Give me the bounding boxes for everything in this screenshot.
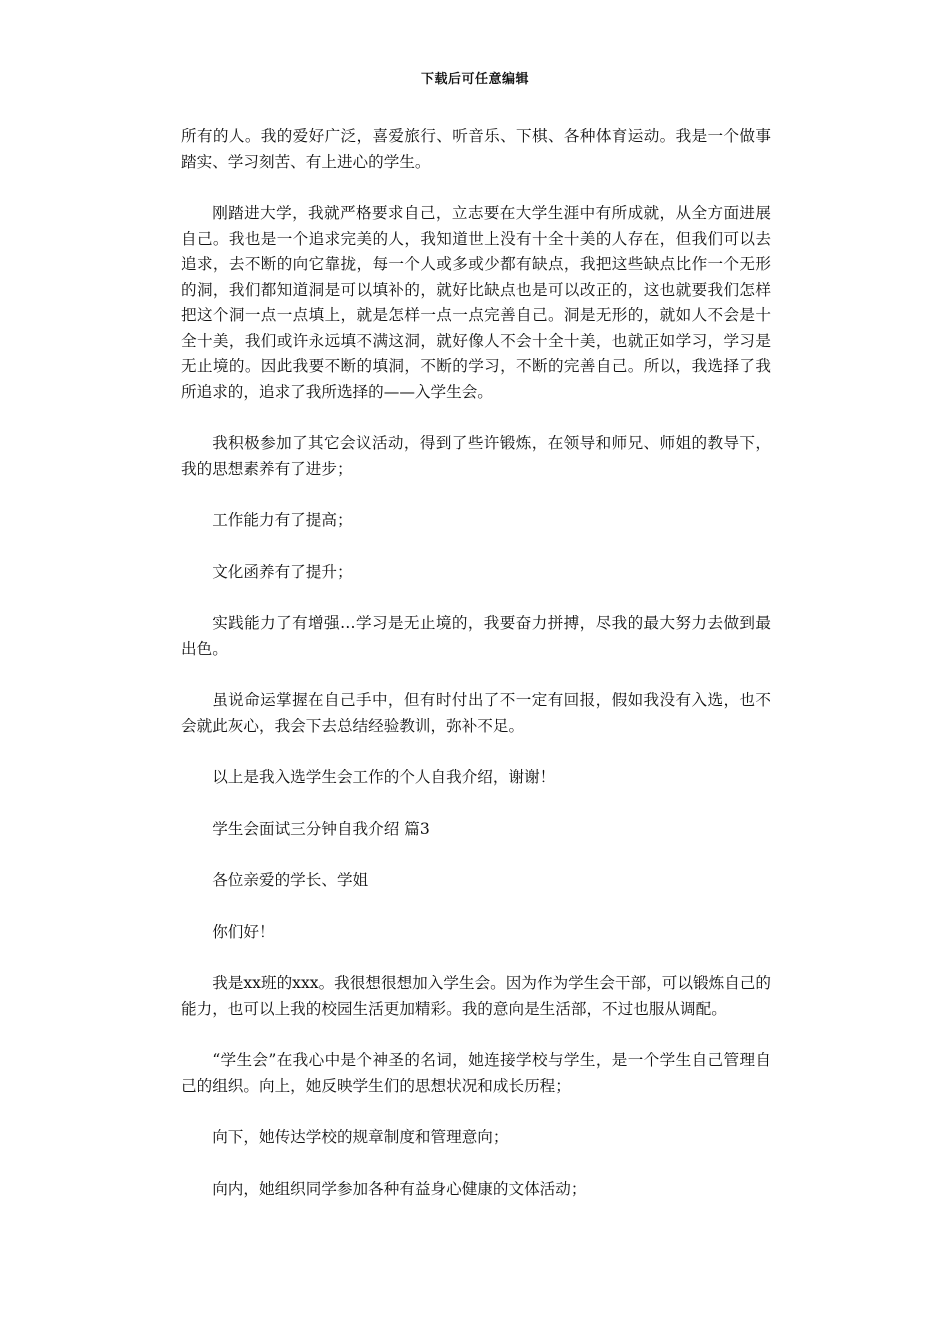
salutation: 各位亲爱的学长、学姐: [212, 871, 369, 889]
paragraph: 虽说命运掌握在自己手中，但有时付出了不一定有回报，假如我没有入选，也不会就此灰心，我会下去总结经验教训，弥补不足。: [181, 691, 771, 735]
greeting: 你们好！: [212, 922, 275, 941]
paragraph: 我积极参加了其它会议活动，得到了些许锻炼，在领导和师兄、师姐的教导下，我的思想素养有了进步；: [181, 434, 771, 478]
paragraph: 刚踏进大学，我就严格要求自己，立志要在大学生涯中有所成就，从全方面进展自己。我也是一个追求完美的人，我知道世上没有十全十美的人存在，但我们可以去追求，去不断的向它靠拢，每一个人或多或少都有缺点，我把这些缺点比作一个无形的洞，我们都知道洞是可以填补的，就好比缺点也是可以改正的，这也就要我们怎样把这个洞一点一点填上，就是怎样一点一点完善自己。洞是无形的，就如人不会是十全十美，我们或许永远填不满这洞，就好像人不会十全十美，也就正如学习，学习是无止境的。因此我要不断的填洞，不断的学习，不断的完善自己。所以，我选择了我所追求的，追求了我所选择的——入学生会。: [181, 204, 771, 401]
paragraph: 我是xx班的xxx。我很想很想加入学生会。因为作为学生会干部，可以锻炼自己的能力，也可以上我的校园生活更加精彩。我的意向是生活部，不过也服从调配。: [181, 974, 771, 1018]
paragraph: 向内，她组织同学参加各种有益身心健康的文体活动；: [212, 1179, 587, 1198]
paragraph: 工作能力有了提高；: [212, 511, 353, 529]
paragraph: 以上是我入选学生会工作的个人自我介绍，谢谢！: [212, 768, 556, 786]
section-heading: 学生会面试三分钟自我介绍 篇3: [212, 819, 430, 838]
page-header: 下载后可任意编辑: [420, 72, 529, 87]
paragraph: 实践能力了有增强…学习是无止境的，我要奋力拼搏，尽我的最大努力去做到最出色。: [181, 614, 771, 658]
paragraph: 向下，她传达学校的规章制度和管理意向；: [212, 1128, 509, 1146]
paragraph: “学生会”在我心中是个神圣的名词，她连接学校与学生，是一个学生自己管理自己的组织。向上，她反映学生们的思想状况和成长历程；: [181, 1051, 771, 1095]
document-body: [181, 124, 771, 1228]
paragraph: 所有的人。我的爱好广泛，喜爱旅行、听音乐、下棋、各种体育运动。我是一个做事踏实、学习刻苦、有上进心的学生。: [181, 127, 771, 171]
paragraph: 文化函养有了提升；: [212, 562, 353, 581]
